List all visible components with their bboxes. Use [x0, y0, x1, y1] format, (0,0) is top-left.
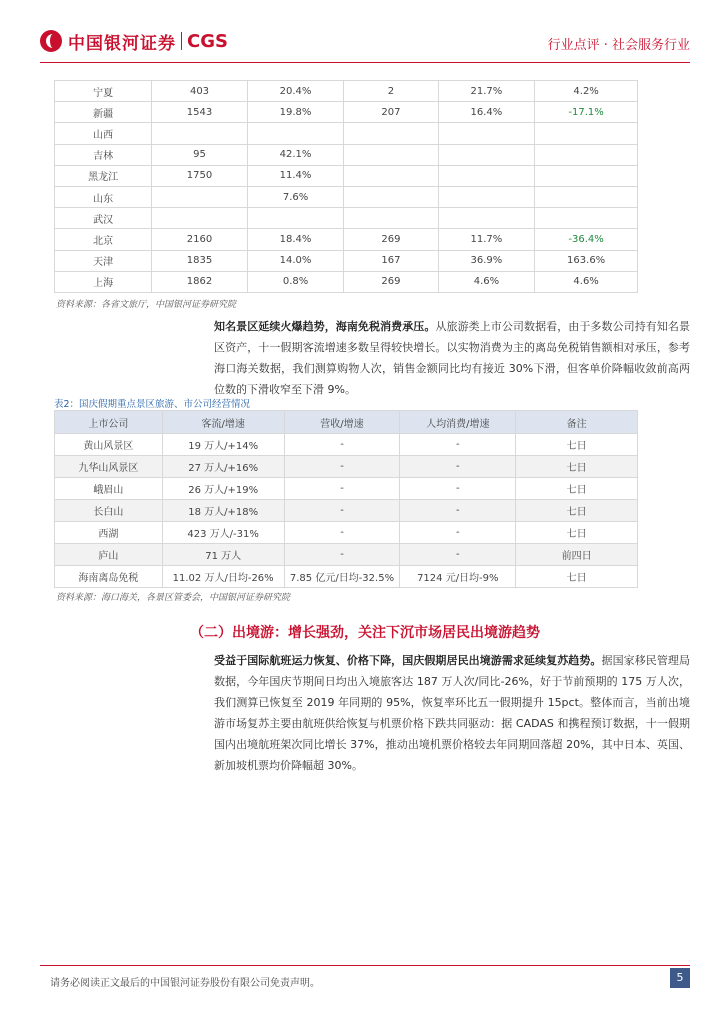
region-cell: 宁夏: [55, 81, 152, 102]
report-category: 行业点评 · 社会服务行业: [547, 38, 690, 53]
table-cell: 403: [152, 81, 247, 102]
table-row: [55, 522, 638, 544]
table-cell: [438, 123, 535, 144]
table-row: [55, 250, 638, 271]
table-cell: 七日: [516, 434, 638, 456]
company-cell: 西湖: [55, 522, 163, 544]
table-cell: [152, 208, 247, 229]
table-cell: 269: [344, 229, 438, 250]
table-cell: 7.85 亿元/日均-32.5%: [284, 566, 400, 588]
table-cell: 423 万人/-31%: [162, 522, 284, 544]
table-cell: 1543: [152, 102, 247, 123]
table-cell: -: [284, 478, 400, 500]
table-row: [55, 144, 638, 165]
table-cell: -: [284, 456, 400, 478]
paragraph-scenic-spots: [214, 316, 690, 400]
page-header: [40, 28, 690, 56]
table-cell: 七日: [516, 500, 638, 522]
table-cell: 27 万人/+16%: [162, 456, 284, 478]
table-cell: [152, 186, 247, 207]
table-cell: [344, 123, 438, 144]
table-cell: 16.4%: [438, 102, 535, 123]
table-cell: 0.8%: [247, 271, 344, 292]
table-cell: -: [284, 500, 400, 522]
table-row: [55, 500, 638, 522]
table-cell: 七日: [516, 478, 638, 500]
paragraph-body: 从旅游类上市公司数据看，由于多数公司持有知名景区资产，十一假期客流增速多数呈得较快增长。以实物消费为主的离岛免税销售额相对承压，参考海口海关数据，我们测算购物人次，销售金额同比均有接近 30%下滑，但客单价降幅收敛前高两位数的下滑收窄至下滑 9%。: [214, 320, 691, 396]
table-cell: -: [400, 478, 516, 500]
region-cell: 山西: [55, 123, 152, 144]
table-cell: 19.8%: [247, 102, 344, 123]
region-cell: 上海: [55, 271, 152, 292]
region-cell: 吉林: [55, 144, 152, 165]
table-cell: -: [284, 522, 400, 544]
table-cell: 207: [344, 102, 438, 123]
table2-source: 资料来源：海口海关，各景区管委会，中国银河证券研究院: [56, 593, 291, 603]
table-cell: 11.02 万人/日均-26%: [162, 566, 284, 588]
company-cell: 海南离岛免税: [55, 566, 163, 588]
table-cell: [152, 123, 247, 144]
table-cell: 71 万人: [162, 544, 284, 566]
logo-english-name: CGS: [187, 30, 228, 52]
table-cell: 18.4%: [247, 229, 344, 250]
table-cell: -: [400, 500, 516, 522]
table-cell: 4.6%: [535, 271, 638, 292]
table-cell: 前四日: [516, 544, 638, 566]
table-cell: 18 万人/+18%: [162, 500, 284, 522]
table-row: [55, 81, 638, 102]
table-cell: -: [284, 434, 400, 456]
table-row: [55, 478, 638, 500]
table-cell: -: [400, 434, 516, 456]
table-cell: 4.6%: [438, 271, 535, 292]
table-row: [55, 165, 638, 186]
region-cell: 新疆: [55, 102, 152, 123]
table-cell: 163.6%: [535, 250, 638, 271]
header-divider: [40, 62, 690, 63]
table-cell: 19 万人/+14%: [162, 434, 284, 456]
table2-caption: 表2：国庆假期重点景区旅游、市公司经营情况: [54, 399, 251, 410]
region-cell: 黑龙江: [55, 165, 152, 186]
company-cell: 长白山: [55, 500, 163, 522]
column-header: 客流/增速: [162, 411, 284, 434]
logo-chinese-name: 中国银河证券: [68, 33, 176, 54]
province-tourism-table: [54, 80, 638, 293]
region-cell: 天津: [55, 250, 152, 271]
table-cell: [535, 186, 638, 207]
table-cell: 2: [344, 81, 438, 102]
table-cell: 14.0%: [247, 250, 344, 271]
table-row: [55, 229, 638, 250]
footer-disclaimer: 请务必阅读正文最后的中国银河证券股份有限公司免责声明。: [50, 978, 320, 989]
table-cell: [535, 123, 638, 144]
table-cell: [344, 186, 438, 207]
table-cell: [438, 208, 535, 229]
table-cell: 26 万人/+19%: [162, 478, 284, 500]
table-cell: 七日: [516, 456, 638, 478]
table-cell: -17.1%: [535, 102, 638, 123]
paragraph-lead: 受益于国际航班运力恢复、价格下降，国庆假期居民出境游需求延续复苏趋势。: [214, 654, 602, 667]
table-cell: -: [284, 544, 400, 566]
table-row: [55, 208, 638, 229]
table1-source: 资料来源：各省文旅厅，中国银河证券研究院: [56, 300, 237, 310]
table-cell: -: [400, 544, 516, 566]
table-cell: [438, 144, 535, 165]
column-header: 备注: [516, 411, 638, 434]
table-row: [55, 434, 638, 456]
table-cell: 11.7%: [438, 229, 535, 250]
table-cell: -: [400, 456, 516, 478]
table-row: [55, 102, 638, 123]
table-row: [55, 271, 638, 292]
section-heading: （二）出境游：增长强劲，关注下沉市场居民出境游趋势: [190, 625, 540, 641]
table-cell: [247, 208, 344, 229]
table-cell: [344, 208, 438, 229]
table-row: [55, 186, 638, 207]
company-logo: [40, 28, 228, 54]
region-cell: 武汉: [55, 208, 152, 229]
table-cell: 4.2%: [535, 81, 638, 102]
table-cell: 20.4%: [247, 81, 344, 102]
table-cell: 95: [152, 144, 247, 165]
table-cell: [535, 165, 638, 186]
company-cell: 庐山: [55, 544, 163, 566]
paragraph-body: 据国家移民管理局数据，今年国庆节期间日均出入境旅客达 187 万人次/同比-26%，好于节前预期的 175 万人次，我们测算已恢复至 2019 年同期的 95%，恢复率环比五一假期提升 15pct。整体而言，当前出境游市场复苏主要由航班供给恢复与机票价格下跌共同驱动：据 CADAS 和携程预订数据，十一假期国内出境航班架次同比增长 37%，推动出境机票价格较去年同期回落超 20%，其中日本、英国、新加坡机票均价降幅超 30%。: [214, 654, 690, 772]
cgs-logo-icon: [40, 30, 62, 52]
table-cell: [438, 165, 535, 186]
table-cell: 七日: [516, 522, 638, 544]
table-cell: 1750: [152, 165, 247, 186]
table-cell: 269: [344, 271, 438, 292]
table-cell: 7124 元/日均-9%: [400, 566, 516, 588]
page-number: 5: [670, 968, 690, 988]
table-row: [55, 566, 638, 588]
table-row: [55, 123, 638, 144]
table-cell: 2160: [152, 229, 247, 250]
company-cell: 黄山风景区: [55, 434, 163, 456]
table-cell: 42.1%: [247, 144, 344, 165]
company-cell: 峨眉山: [55, 478, 163, 500]
column-header: 人均消费/增速: [400, 411, 516, 434]
table-cell: 21.7%: [438, 81, 535, 102]
table-row: [55, 456, 638, 478]
table-cell: [535, 208, 638, 229]
table-row: [55, 544, 638, 566]
table-cell: [438, 186, 535, 207]
scenic-operations-table: [54, 410, 638, 588]
table-cell: 1835: [152, 250, 247, 271]
table-cell: [344, 144, 438, 165]
table-cell: 7.6%: [247, 186, 344, 207]
table-cell: -36.4%: [535, 229, 638, 250]
table-cell: [247, 123, 344, 144]
region-cell: 山东: [55, 186, 152, 207]
table-cell: [344, 165, 438, 186]
paragraph-outbound: [214, 650, 690, 776]
paragraph-lead: 知名景区延续火爆趋势，海南免税消费承压。: [214, 320, 436, 333]
footer-divider: [40, 965, 690, 966]
table-cell: 1862: [152, 271, 247, 292]
table-cell: 36.9%: [438, 250, 535, 271]
table-cell: [535, 144, 638, 165]
table-cell: 七日: [516, 566, 638, 588]
company-cell: 九华山风景区: [55, 456, 163, 478]
logo-divider: [181, 32, 182, 50]
table-cell: 11.4%: [247, 165, 344, 186]
column-header: 营收/增速: [284, 411, 400, 434]
region-cell: 北京: [55, 229, 152, 250]
table-cell: 167: [344, 250, 438, 271]
table-cell: -: [400, 522, 516, 544]
column-header: 上市公司: [55, 411, 163, 434]
